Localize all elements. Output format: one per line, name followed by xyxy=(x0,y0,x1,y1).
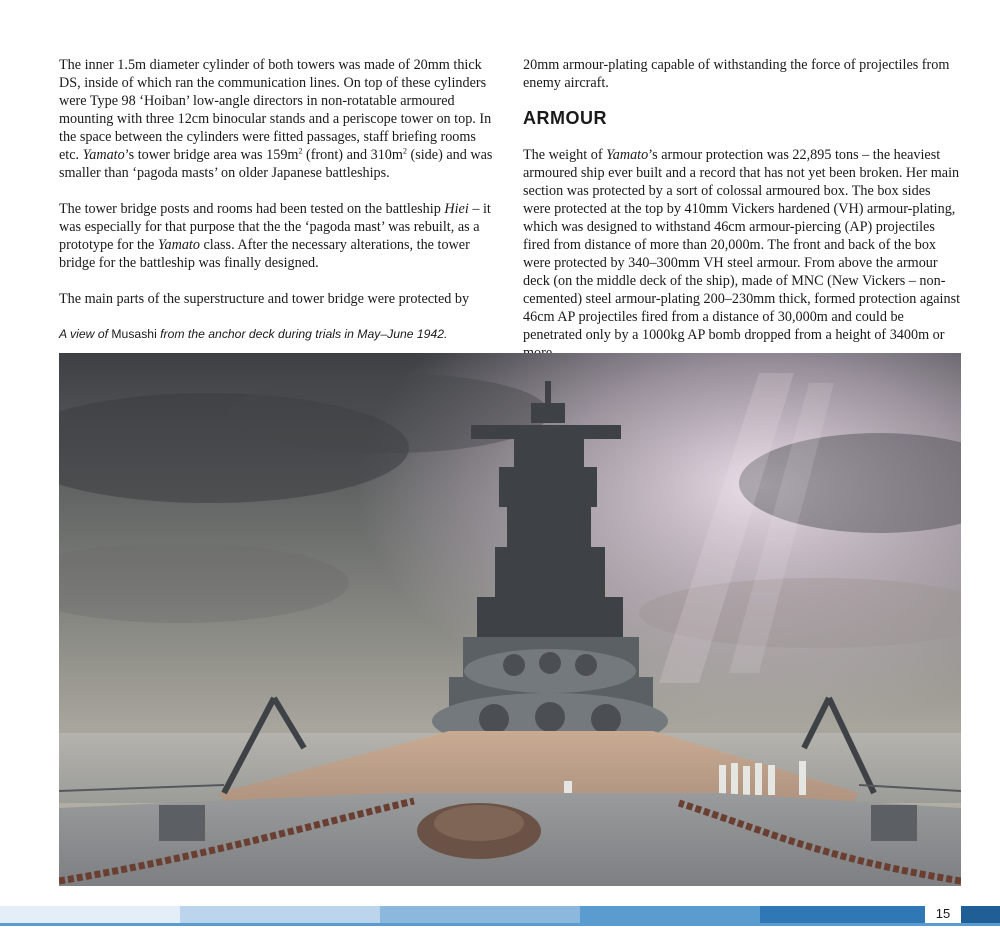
right-column xyxy=(523,56,961,362)
footer-accent-block xyxy=(961,906,1000,923)
paragraph-tower-cylinders: The inner 1.5m diameter cylinder of both towers was made of 20mm thick DS, inside of which ran the communication lines. On top of these cylinders were Type 98 ‘Hoiban’ low-angle directors in non-rotatable armoured mounting with three 12cm binocular stands and a periscope tower on top. In the space between the cylinders were fitted passages, staff briefing rooms etc. Yamato’s tower bridge area was $159m^2$ (front) and $310m^2$ (side) and was smaller than ‘pagoda masts’ on older Japanese battleships. xyxy=(59,57,493,181)
footer-color-bar xyxy=(0,906,925,923)
page-number: 15 xyxy=(935,906,951,921)
photo-caption: A view of Musashi from the anchor deck during trials in May–June 1942. xyxy=(59,327,448,341)
paragraph-protection-intro: The main parts of the superstructure and tower bridge were protected by xyxy=(59,291,470,307)
battleship-photo xyxy=(59,353,961,886)
paragraph-hiei-test: The tower bridge posts and rooms had been tested on the battleship Hiei – it was especially for that purpose that the the ‘pagoda mast’ was rebuilt, as a prototype for the Yamato class. After the necessary alterations, the tower bridge for the battleship was finally designed. xyxy=(59,201,491,271)
section-heading-armour: ARMOUR xyxy=(523,108,607,128)
paragraph-aircraft-armour: 20mm armour-plating capable of withstanding the force of projectiles from enemy aircraft. xyxy=(523,57,950,91)
left-column xyxy=(59,56,499,308)
paragraph-armour: The weight of Yamato’s armour protection was 22,895 tons – the heaviest armoured ship ever built and a record that has not yet been broken. Her main section was protected by a sort of colossal armoured box. The box sides were protected at the top by 410mm Vickers hardened (VH) armour-plating, which was designed to withstand 46cm armour-piercing (AP) projectiles fired from distance of more than 20,000m. The front and back of the box were protected by 340–300mm VH steel armour. From above the armour deck (on the middle deck of the ship), made of MNC (New Vickers – non-cemented) steel armour-plating 200–230mm thick, formed protection against 46cm AP projectiles fired from a distance of 30,000m and could be penetrated only by a 1000kg AP bomb dropped from a height of 3400m or xyxy=(523,147,961,343)
footer-rule xyxy=(0,923,1000,926)
